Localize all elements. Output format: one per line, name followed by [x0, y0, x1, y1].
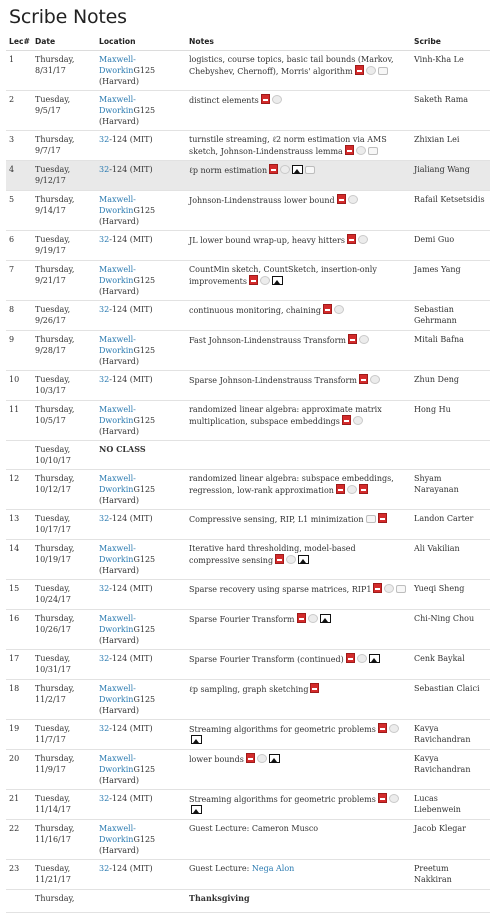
tex-source-icon[interactable]	[357, 654, 367, 663]
notes-text: Guest Lecture: Cameron Musco	[189, 824, 319, 833]
image-icon[interactable]	[298, 555, 309, 564]
location-link[interactable]: 32	[99, 514, 110, 523]
location-room: G125 (Harvard)	[99, 835, 156, 855]
location-room: G125 (Harvard)	[99, 765, 156, 785]
notes-text: distinct elements	[189, 96, 259, 105]
lecture-date: Tuesday, 10/31/17	[32, 650, 96, 680]
lecture-location	[96, 91, 186, 131]
lecture-number: 8	[6, 301, 32, 331]
scroll-icon[interactable]	[378, 67, 388, 75]
table-row	[6, 231, 490, 261]
location-link[interactable]: 32	[99, 235, 110, 244]
image-icon[interactable]	[191, 735, 202, 744]
header-notes: Notes	[186, 33, 411, 51]
lecture-notes	[186, 161, 411, 191]
location-link[interactable]: Maxwell-Dworkin	[99, 265, 136, 285]
scribe-name: Zhixian Lei	[411, 131, 490, 161]
location-room: -124 (MIT)	[109, 864, 153, 873]
scroll-icon[interactable]	[368, 147, 378, 155]
location-room: G125 (Harvard)	[99, 66, 156, 86]
lecture-location	[96, 650, 186, 680]
location-room: -124 (MIT)	[109, 794, 153, 803]
location-link[interactable]: Maxwell-Dworkin	[99, 405, 136, 425]
notes-text: JL lower bound wrap-up, heavy hitters	[189, 236, 345, 245]
location-link[interactable]: 32	[99, 135, 110, 144]
table-row	[6, 261, 490, 301]
table-row	[6, 750, 490, 790]
notes-text: Sparse Fourier Transform (continued)	[189, 655, 344, 664]
lecture-notes	[186, 720, 411, 750]
lecture-notes	[186, 580, 411, 610]
lecture-number: 11	[6, 401, 32, 441]
location-link[interactable]: Maxwell-Dworkin	[99, 544, 136, 564]
image-icon[interactable]	[272, 276, 283, 285]
notes-text: logistics, course topics, basic tail bounds (Markov, Chebyshev, Chernoff), Morris' algorithm	[189, 55, 394, 76]
tex-source-icon[interactable]	[356, 146, 366, 155]
table-row	[6, 161, 490, 191]
location-room: G125 (Harvard)	[99, 106, 156, 126]
lecture-location	[96, 131, 186, 161]
no-class-label: NO CLASS	[99, 444, 146, 454]
table-row	[6, 610, 490, 650]
lecture-location	[96, 441, 186, 470]
header-location: Location	[96, 33, 186, 51]
pdf-icon[interactable]	[323, 304, 332, 314]
notes-text: Thanksgiving	[189, 893, 250, 903]
lecture-location	[96, 580, 186, 610]
lecture-notes	[186, 261, 411, 301]
header-date: Date	[32, 33, 96, 51]
lecture-number: 7	[6, 261, 32, 301]
scribe-name: Kavya Ravichandran	[411, 750, 490, 790]
lecture-date: Thursday,	[32, 890, 96, 913]
scribe-name: Preetum Nakkiran	[411, 860, 490, 890]
location-link[interactable]: 32	[99, 864, 110, 873]
lecture-number: 18	[6, 680, 32, 720]
lecture-notes	[186, 890, 411, 913]
notes-text: ℓp norm estimation	[189, 166, 268, 175]
tex-source-icon[interactable]	[384, 584, 394, 593]
lecture-number: 23	[6, 860, 32, 890]
pdf-icon[interactable]	[336, 484, 345, 494]
scribe-name: James Yang	[411, 261, 490, 301]
location-room: -124 (MIT)	[109, 135, 153, 144]
scribe-name: Landon Carter	[411, 510, 490, 540]
tex-source-icon[interactable]	[334, 305, 344, 314]
notes-text: Compressive sensing, RIP, L1 minimization	[189, 515, 364, 524]
scribe-name: Kavya Ravichandran	[411, 720, 490, 750]
location-room: G125 (Harvard)	[99, 695, 156, 715]
lecture-location	[96, 261, 186, 301]
lecture-notes	[186, 470, 411, 510]
lecture-location	[96, 750, 186, 790]
notes-text: Streaming algorithms for geometric problems	[189, 725, 376, 734]
lecture-notes	[186, 820, 411, 860]
lecture-number: 19	[6, 720, 32, 750]
lecture-number: 17	[6, 650, 32, 680]
lecture-location	[96, 231, 186, 261]
lecture-date: Tuesday, 11/7/17	[32, 720, 96, 750]
location-link[interactable]: 32	[99, 305, 110, 314]
location-link[interactable]: 32	[99, 654, 110, 663]
table-row	[6, 680, 490, 720]
tex-source-icon[interactable]	[366, 66, 376, 75]
lecture-notes	[186, 790, 411, 820]
pdf-icon[interactable]	[373, 583, 382, 593]
scribe-notes-table	[6, 33, 490, 913]
lecture-number: 16	[6, 610, 32, 650]
location-link[interactable]: Maxwell-Dworkin	[99, 474, 136, 494]
scribe-name	[411, 441, 490, 470]
table-row	[6, 51, 490, 91]
lecture-date: Thursday, 10/26/17	[32, 610, 96, 650]
location-link[interactable]: Maxwell-Dworkin	[99, 754, 136, 774]
lecture-date: Tuesday, 10/10/17	[32, 441, 96, 470]
scribe-name: Rafail Ketsetsidis	[411, 191, 490, 231]
tex-source-icon[interactable]	[359, 335, 369, 344]
scribe-name: Jacob Klegar	[411, 820, 490, 860]
lecture-location	[96, 680, 186, 720]
table-row	[6, 720, 490, 750]
lecture-date: Tuesday, 10/17/17	[32, 510, 96, 540]
notes-text: Streaming algorithms for geometric problems	[189, 795, 376, 804]
pdf-icon[interactable]	[347, 234, 356, 244]
lecture-location	[96, 820, 186, 860]
lecture-date: Thursday, 8/31/17	[32, 51, 96, 91]
pdf-icon[interactable]	[378, 723, 387, 733]
scribe-name: Jialiang Wang	[411, 161, 490, 191]
image-icon[interactable]	[191, 805, 202, 814]
pdf-icon[interactable]	[378, 793, 387, 803]
location-room: G125 (Harvard)	[99, 485, 156, 505]
lecture-number: 10	[6, 371, 32, 401]
lecture-location	[96, 510, 186, 540]
lecture-number: 12	[6, 470, 32, 510]
lecture-number: 3	[6, 131, 32, 161]
tex-source-icon[interactable]	[358, 235, 368, 244]
lecture-date: Thursday, 9/7/17	[32, 131, 96, 161]
lecture-date: Thursday, 9/21/17	[32, 261, 96, 301]
lecture-number: 2	[6, 91, 32, 131]
pdf-icon[interactable]	[337, 194, 346, 204]
pdf-icon[interactable]	[359, 484, 368, 494]
pdf-icon[interactable]	[342, 415, 351, 425]
lecture-date: Tuesday, 9/12/17	[32, 161, 96, 191]
lecture-number: 20	[6, 750, 32, 790]
table-row	[6, 131, 490, 161]
location-room: G125 (Harvard)	[99, 276, 156, 296]
scribe-name: Chi-Ning Chou	[411, 610, 490, 650]
notes-text: randomized linear algebra: subspace embeddings, regression, low-rank approximation	[189, 474, 394, 495]
tex-source-icon[interactable]	[308, 614, 318, 623]
scribe-name: Shyam Narayanan	[411, 470, 490, 510]
table-row	[6, 331, 490, 371]
notes-text: Sparse recovery using sparse matrices, RIP1	[189, 585, 372, 594]
lecture-date: Thursday, 11/2/17	[32, 680, 96, 720]
scribe-name: Zhun Deng	[411, 371, 490, 401]
location-link[interactable]: Maxwell-Dworkin	[99, 335, 136, 355]
lecture-notes	[186, 231, 411, 261]
location-room: -124 (MIT)	[109, 724, 153, 733]
table-row	[6, 510, 490, 540]
location-room: -124 (MIT)	[109, 654, 153, 663]
lecture-number: 13	[6, 510, 32, 540]
pdf-icon[interactable]	[269, 164, 278, 174]
scribe-name: Vinh-Kha Le	[411, 51, 490, 91]
scribe-name: Demi Guo	[411, 231, 490, 261]
location-link[interactable]: 32	[99, 375, 110, 384]
location-link[interactable]: 32	[99, 165, 110, 174]
table-row	[6, 470, 490, 510]
table-row	[6, 371, 490, 401]
notes-text: Johnson-Lindenstrauss lower bound	[189, 196, 335, 205]
table-row	[6, 890, 490, 913]
scribe-name: Mitali Bafna	[411, 331, 490, 371]
lecture-number	[6, 441, 32, 470]
tex-source-icon[interactable]	[257, 754, 267, 763]
location-room: G125 (Harvard)	[99, 416, 156, 436]
page-title: Scribe Notes	[9, 6, 127, 28]
lecture-date: Tuesday, 11/14/17	[32, 790, 96, 820]
notes-text: Fast Johnson-Lindenstrauss Transform	[189, 336, 346, 345]
header-scribe: Scribe	[411, 33, 490, 51]
location-room: G125 (Harvard)	[99, 206, 156, 226]
pdf-icon[interactable]	[275, 554, 284, 564]
scribe-name: Hong Hu	[411, 401, 490, 441]
notes-text: Sparse Fourier Transform	[189, 615, 295, 624]
scribe-name: Saketh Rama	[411, 91, 490, 131]
lecture-location	[96, 371, 186, 401]
lecture-location	[96, 301, 186, 331]
location-link[interactable]: Maxwell-Dworkin	[99, 824, 136, 844]
table-row	[6, 540, 490, 580]
scribe-name	[411, 890, 490, 913]
image-icon[interactable]	[320, 614, 331, 623]
lecture-location	[96, 610, 186, 650]
pdf-icon[interactable]	[355, 65, 364, 75]
lecture-location	[96, 51, 186, 91]
lecture-date: Thursday, 10/12/17	[32, 470, 96, 510]
scribe-name: Sebastian Gehrmann	[411, 301, 490, 331]
location-room: G125 (Harvard)	[99, 555, 156, 575]
pdf-icon[interactable]	[359, 374, 368, 384]
scribe-name: Lucas Liebenwein	[411, 790, 490, 820]
table-row	[6, 820, 490, 860]
scribe-name: Yueqi Sheng	[411, 580, 490, 610]
table-row	[6, 790, 490, 820]
notes-text: ℓp sampling, graph sketching	[189, 685, 309, 694]
tex-source-icon[interactable]	[272, 95, 282, 104]
tex-source-icon[interactable]	[389, 794, 399, 803]
pdf-icon[interactable]	[249, 275, 258, 285]
pdf-icon[interactable]	[348, 334, 357, 344]
location-link[interactable]: 32	[99, 724, 110, 733]
lecture-notes	[186, 191, 411, 231]
lecture-location	[96, 401, 186, 441]
lecture-notes	[186, 510, 411, 540]
lecture-location	[96, 720, 186, 750]
table-row	[6, 91, 490, 131]
table-row	[6, 650, 490, 680]
image-icon[interactable]	[292, 165, 303, 174]
table-row	[6, 301, 490, 331]
image-icon[interactable]	[269, 754, 280, 763]
lecture-number: 5	[6, 191, 32, 231]
location-room: G125 (Harvard)	[99, 346, 156, 366]
lecture-date: Tuesday, 10/24/17	[32, 580, 96, 610]
lecture-location	[96, 331, 186, 371]
guest-lecturer-link[interactable]: Nega Alon	[251, 864, 295, 873]
table-row	[6, 580, 490, 610]
tex-source-icon[interactable]	[260, 276, 270, 285]
pdf-icon[interactable]	[346, 653, 355, 663]
notes-prefix: Guest Lecture:	[189, 864, 252, 873]
location-link[interactable]: Maxwell-Dworkin	[99, 684, 136, 704]
pdf-icon[interactable]	[297, 613, 306, 623]
location-link[interactable]: 32	[99, 584, 110, 593]
lecture-date: Thursday, 11/9/17	[32, 750, 96, 790]
lecture-number: 4	[6, 161, 32, 191]
tex-source-icon[interactable]	[280, 165, 290, 174]
lecture-notes	[186, 860, 411, 890]
lecture-location	[96, 890, 186, 913]
scribe-name: Ali Vakilian	[411, 540, 490, 580]
location-room: -124 (MIT)	[109, 584, 153, 593]
lecture-notes	[186, 301, 411, 331]
lecture-location	[96, 161, 186, 191]
header-lec: Lec#	[6, 33, 32, 51]
lecture-number: 9	[6, 331, 32, 371]
scribe-name: Sebastian Claici	[411, 680, 490, 720]
pdf-icon[interactable]	[310, 683, 319, 693]
lecture-number: 22	[6, 820, 32, 860]
lecture-location	[96, 540, 186, 580]
lecture-number: 1	[6, 51, 32, 91]
lecture-location	[96, 860, 186, 890]
lecture-date: Tuesday, 10/3/17	[32, 371, 96, 401]
table-row	[6, 860, 490, 890]
lecture-notes	[186, 401, 411, 441]
table-row	[6, 441, 490, 470]
lecture-location	[96, 790, 186, 820]
tex-source-icon[interactable]	[347, 485, 357, 494]
lecture-date: Thursday, 11/16/17	[32, 820, 96, 860]
lecture-notes	[186, 441, 411, 470]
notes-text: lower bounds	[189, 755, 244, 764]
scribe-name: Cenk Baykal	[411, 650, 490, 680]
lecture-date: Tuesday, 11/21/17	[32, 860, 96, 890]
lecture-notes	[186, 680, 411, 720]
location-room: -124 (MIT)	[109, 235, 153, 244]
location-link[interactable]: Maxwell-Dworkin	[99, 195, 136, 215]
lecture-notes	[186, 131, 411, 161]
notes-text: turnstile streaming, ℓ2 norm estimation via AMS sketch, Johnson-Lindenstrauss lemma	[189, 135, 387, 156]
location-link[interactable]: Maxwell-Dworkin	[99, 95, 136, 115]
notes-text: Sparse Johnson-Lindenstrauss Transform	[189, 376, 357, 385]
lecture-date: Tuesday, 9/19/17	[32, 231, 96, 261]
lecture-date: Tuesday, 9/5/17	[32, 91, 96, 131]
lecture-date: Tuesday, 9/26/17	[32, 301, 96, 331]
lecture-date: Thursday, 9/14/17	[32, 191, 96, 231]
location-room: -124 (MIT)	[109, 165, 153, 174]
notes-text: CountMin sketch, CountSketch, insertion-only improvements	[189, 265, 377, 286]
lecture-notes	[186, 91, 411, 131]
lecture-location	[96, 191, 186, 231]
lecture-number: 6	[6, 231, 32, 261]
table-row	[6, 401, 490, 441]
scroll-icon[interactable]	[366, 515, 376, 523]
location-room: -124 (MIT)	[109, 514, 153, 523]
table-row	[6, 191, 490, 231]
location-room: -124 (MIT)	[109, 375, 153, 384]
lecture-number	[6, 890, 32, 913]
notes-text: continuous monitoring, chaining	[189, 306, 321, 315]
location-link[interactable]: Maxwell-Dworkin	[99, 55, 136, 75]
location-room: -124 (MIT)	[109, 305, 153, 314]
lecture-notes	[186, 371, 411, 401]
scroll-icon[interactable]	[305, 166, 315, 174]
pdf-icon[interactable]	[345, 145, 354, 155]
notes-text: Iterative hard thresholding, model-based compressive sensing	[189, 544, 356, 565]
lecture-number: 21	[6, 790, 32, 820]
scroll-icon[interactable]	[396, 585, 406, 593]
pdf-icon[interactable]	[378, 513, 387, 523]
location-link[interactable]: Maxwell-Dworkin	[99, 614, 136, 634]
lecture-location	[96, 470, 186, 510]
tex-source-icon[interactable]	[370, 375, 380, 384]
header-row	[6, 33, 490, 51]
location-link[interactable]: 32	[99, 794, 110, 803]
tex-source-icon[interactable]	[286, 555, 296, 564]
image-icon[interactable]	[369, 654, 380, 663]
lecture-date: Thursday, 10/19/17	[32, 540, 96, 580]
lecture-date: Thursday, 10/5/17	[32, 401, 96, 441]
lecture-notes	[186, 540, 411, 580]
lecture-number: 15	[6, 580, 32, 610]
pdf-icon[interactable]	[246, 753, 255, 763]
tex-source-icon[interactable]	[348, 195, 358, 204]
notes-text: randomized linear algebra: approximate matrix multiplication, subspace embeddings	[189, 405, 382, 426]
lecture-notes	[186, 51, 411, 91]
pdf-icon[interactable]	[261, 94, 270, 104]
lecture-notes	[186, 610, 411, 650]
lecture-number: 14	[6, 540, 32, 580]
tex-source-icon[interactable]	[353, 416, 363, 425]
tex-source-icon[interactable]	[389, 724, 399, 733]
location-room: G125 (Harvard)	[99, 625, 156, 645]
lecture-notes	[186, 750, 411, 790]
lecture-notes	[186, 331, 411, 371]
lecture-notes	[186, 650, 411, 680]
lecture-date: Thursday, 9/28/17	[32, 331, 96, 371]
